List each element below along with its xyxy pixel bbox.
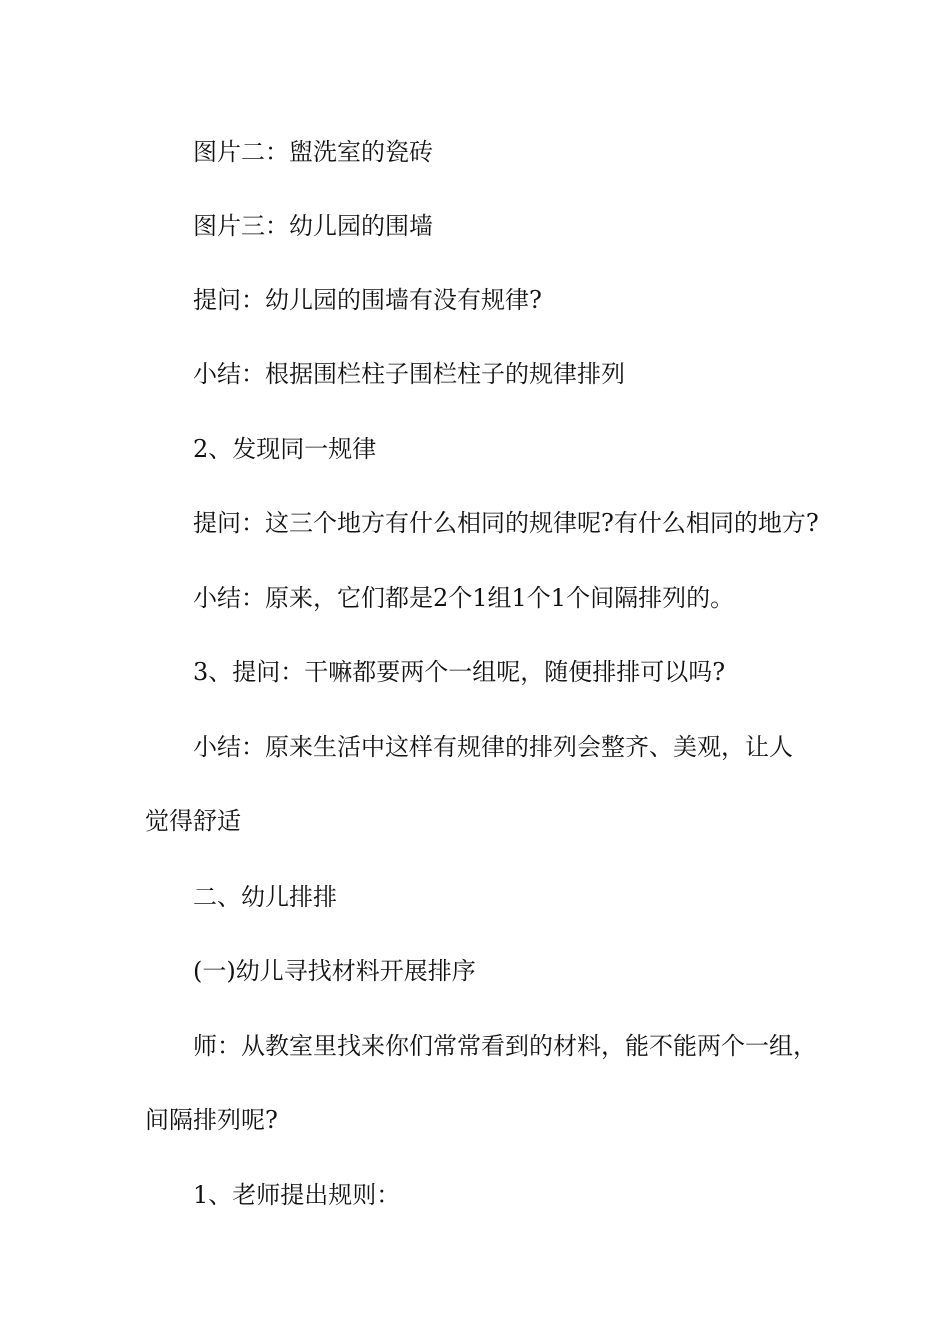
paragraph-image-two-caption: 图片二：盥洗室的瓷砖 bbox=[193, 138, 433, 166]
paragraph-teacher-instruction: 师：从教室里找来你们常常看到的材料，能不能两个一组， bbox=[193, 1032, 817, 1060]
paragraph-question-common-pattern: 提问：这三个地方有什么相同的规律呢?有什么相同的地方? bbox=[193, 509, 819, 537]
paragraph-image-three-caption: 图片三：幼儿园的围墙 bbox=[193, 212, 433, 240]
paragraph-teacher-instruction-continued: 间隔排列呢? bbox=[145, 1106, 278, 1134]
section-heading-teacher-rules: 1、老师提出规则： bbox=[193, 1181, 401, 1209]
paragraph-summary-neat-continued: 觉得舒适 bbox=[145, 807, 241, 835]
paragraph-summary-fence: 小结：根据围栏柱子围栏柱子的规律排列 bbox=[193, 360, 625, 388]
paragraph-summary-interval: 小结：原来，它们都是2个1组1个1个间隔排列的。 bbox=[193, 584, 735, 612]
paragraph-question-wall: 提问：幼儿园的围墙有没有规律? bbox=[193, 286, 542, 314]
section-heading-children-arrange: 二、幼儿排排 bbox=[193, 883, 337, 911]
subsection-heading-find-materials: (一)幼儿寻找材料开展排序 bbox=[193, 957, 476, 985]
section-heading-same-pattern: 2、发现同一规律 bbox=[193, 435, 377, 463]
paragraph-summary-neat: 小结：原来生活中这样有规律的排列会整齐、美观，让人 bbox=[193, 733, 793, 761]
paragraph-question-why-pairs: 3、提问：干嘛都要两个一组呢，随便排排可以吗? bbox=[193, 658, 726, 686]
